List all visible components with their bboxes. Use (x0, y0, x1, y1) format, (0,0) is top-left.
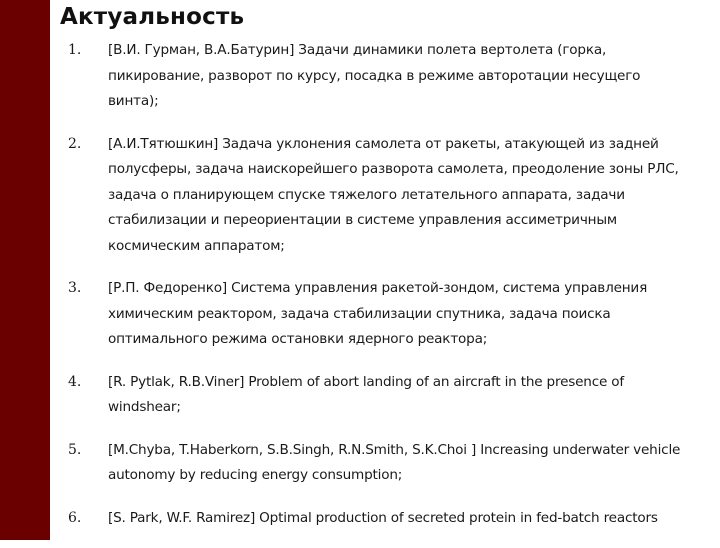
reference-item (68, 276, 688, 353)
reference-item (68, 38, 688, 115)
reference-text: [R. Pytlak, R.B.Viner] Problem of abort landing of an aircraft in the presence of windshear; (108, 373, 624, 415)
reference-text: [M.Chyba, T.Haberkorn, S.B.Singh, R.N.Smith, S.K.Choi ] Increasing underwater vehicle autonomy by reducing energy consumption; (108, 441, 681, 483)
reference-item (68, 132, 688, 260)
reference-text: [S. Park, W.F. Ramirez] Optimal production of secreted protein in fed-batch reactors (108, 509, 658, 526)
slide-title: Актуальность (60, 4, 245, 30)
reference-number: 1. (68, 42, 82, 58)
reference-number: 6. (68, 509, 82, 526)
reference-list (68, 38, 688, 548)
reference-number: 2. (68, 135, 82, 152)
reference-text: [В.И. Гурман, В.А.Батурин] Задачи динамики полета вертолета (горка, пикирование, разворот по курсу, посадка в режиме авторотации несущего винта); (108, 42, 641, 109)
reference-item (68, 438, 688, 489)
reference-number: 5. (68, 441, 82, 458)
reference-number: 4. (68, 373, 82, 390)
reference-number: 3. (68, 280, 82, 296)
left-accent-bar (0, 0, 50, 540)
reference-text: [Р.П. Федоренко] Система управления ракетой-зондом, система управления химическим реактором, задача стабилизации спутника, задача поиска оптимального режима остановки ядерного реактора; (108, 280, 648, 347)
reference-item (68, 506, 688, 532)
reference-item (68, 370, 688, 421)
reference-text: [А.И.Тятюшкин] Задача уклонения самолета от ракеты, атакующей из задней полусферы, задача наискорейшего разворота самолета, преодоление зоны РЛС, задача о планирующем спуске тяжелого летательного аппарата, задачи стабилизации и переориентации в системе управления ассиметричным космическим аппаратом; (108, 135, 679, 254)
